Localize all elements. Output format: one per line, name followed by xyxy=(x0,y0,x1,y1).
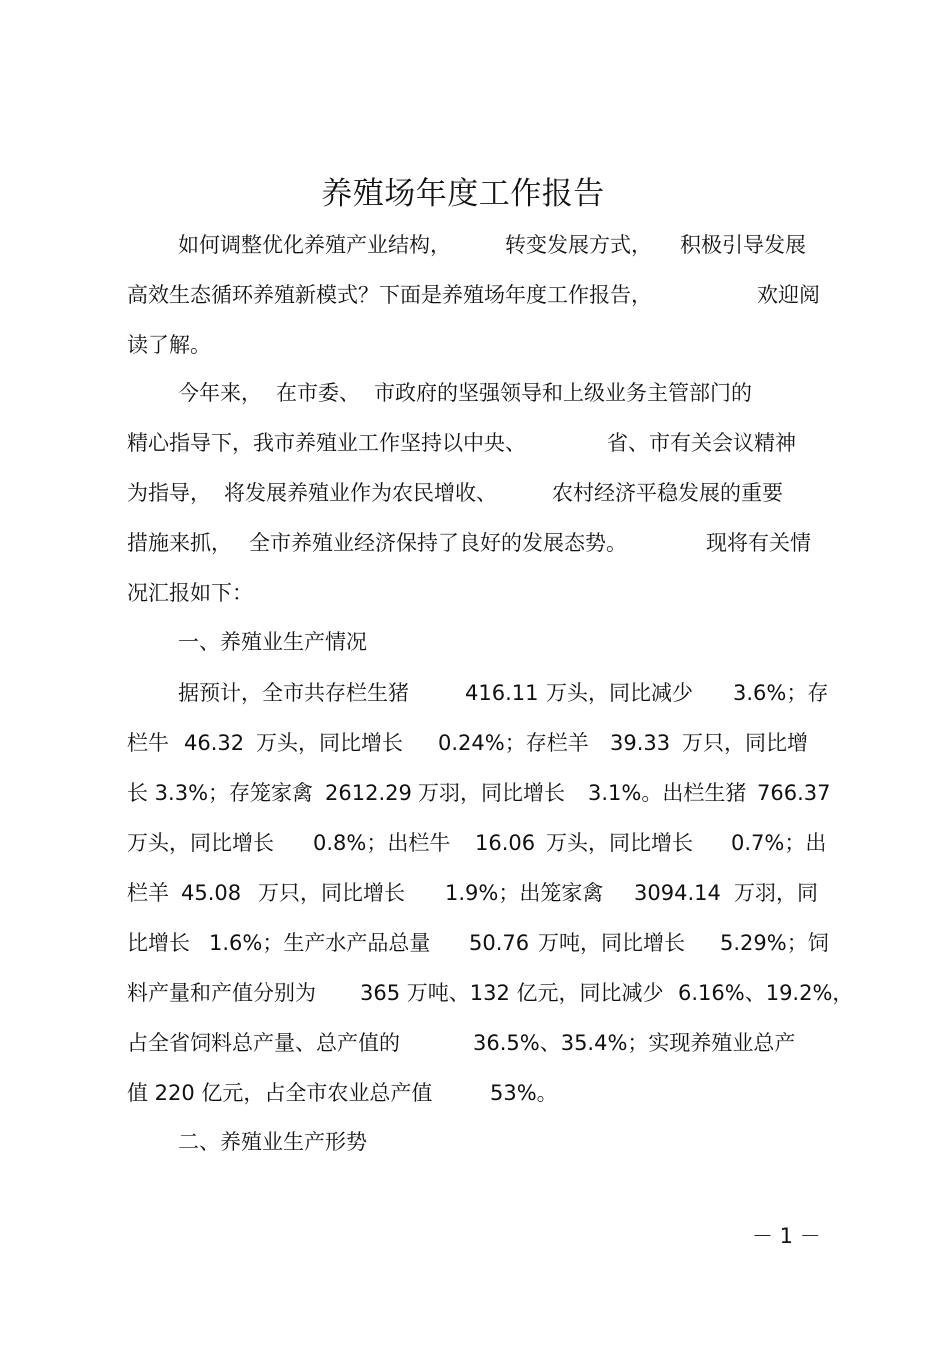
text-segment: 读了解。 xyxy=(127,333,211,357)
text-segment: 栏牛 xyxy=(127,731,169,755)
paragraph-3-line-6 xyxy=(0,925,950,961)
text-segment: 省、市有关会议精神 xyxy=(607,431,796,455)
document-title: 养殖场年度工作报告 xyxy=(321,176,605,212)
text-segment: 全市养殖业经济保持了良好的发展态势。 xyxy=(249,531,627,555)
text-segment: 3094.14 xyxy=(634,881,721,905)
text-segment: 2612.29 xyxy=(325,781,412,805)
text-segment: 万头，同比增长 xyxy=(546,831,693,855)
text-segment: 1.9%；出笼家禽 xyxy=(445,881,604,905)
section-heading-1 xyxy=(0,624,950,660)
text-segment: 积极引导发展 xyxy=(680,233,806,257)
text-segment: 万吨，同比增长 xyxy=(538,931,685,955)
paragraph-2-line-3 xyxy=(0,475,950,511)
text-segment: 3.6%；存 xyxy=(733,681,829,705)
text-segment: 万只，同比增 xyxy=(682,731,808,755)
text-segment: 将发展养殖业作为农民增收、 xyxy=(224,481,497,505)
text-segment: 39.33 xyxy=(610,731,671,755)
text-segment: 45.08 xyxy=(181,881,242,905)
heading-text: 一、养殖业生产情况 xyxy=(178,630,367,654)
text-segment: 6.16%、19.2%， xyxy=(678,981,854,1005)
paragraph-3-line-3 xyxy=(0,775,950,811)
text-segment: 如何调整优化养殖产业结构， xyxy=(178,233,451,257)
text-segment: 16.06 xyxy=(475,831,536,855)
paragraph-3-line-7 xyxy=(0,975,950,1011)
text-segment: 料产量和产值分别为 xyxy=(127,981,316,1005)
text-segment: 精心指导下，我市养殖业工作坚持以中央、 xyxy=(127,431,526,455)
text-segment: 万羽，同 xyxy=(734,881,818,905)
text-segment: 值 220 亿元，占全市农业总产值 xyxy=(127,1081,433,1105)
text-segment: 措施来抓， xyxy=(127,531,232,555)
paragraph-2-line-1 xyxy=(0,375,950,411)
paragraph-1-line-2 xyxy=(0,277,950,313)
text-segment: 766.37 xyxy=(757,781,831,805)
text-segment: 万只，同比增长 xyxy=(258,881,405,905)
paragraph-3-line-2 xyxy=(0,725,950,761)
text-segment: 53%。 xyxy=(490,1081,558,1105)
text-segment: 0.24%；存栏羊 xyxy=(438,731,589,755)
text-segment: 416.11 xyxy=(465,681,539,705)
paragraph-1-line-1 xyxy=(0,227,950,263)
paragraph-3-line-5 xyxy=(0,875,950,911)
paragraph-1-line-3 xyxy=(0,327,950,363)
paragraph-2-line-4 xyxy=(0,525,950,561)
text-segment: 46.32 xyxy=(184,731,245,755)
text-segment: 为指导， xyxy=(127,481,211,505)
text-segment: 欢迎阅 xyxy=(757,283,820,307)
text-segment: 36.5%、35.4%；实现养殖业总产 xyxy=(473,1031,796,1055)
text-segment: 万羽，同比增长 xyxy=(418,781,565,805)
text-segment: 长 3.3%；存笼家禽 xyxy=(127,781,314,805)
text-segment: 高效生态循环养殖新模式？下面是养殖场年度工作报告， xyxy=(127,283,652,307)
text-segment: 万头，同比增长 xyxy=(256,731,403,755)
text-segment: 占全省饲料总产量、总产值的 xyxy=(127,1031,400,1055)
text-segment: 今年来， xyxy=(178,381,262,405)
text-segment: 5.29%；饲 xyxy=(720,931,829,955)
text-segment: 0.8%；出栏牛 xyxy=(313,831,451,855)
section-heading-2 xyxy=(0,1124,950,1160)
text-segment: 据预计，全市共存栏生猪 xyxy=(178,681,409,705)
paragraph-2-line-5 xyxy=(0,575,950,611)
text-segment: 现将有关情 xyxy=(706,531,811,555)
text-segment: 农村经济平稳发展的重要 xyxy=(552,481,783,505)
paragraph-3-line-9 xyxy=(0,1075,950,1111)
paragraph-3-line-4 xyxy=(0,825,950,861)
text-segment: 转变发展方式， xyxy=(505,233,652,257)
text-segment: 1.6%；生产水产品总量 xyxy=(209,931,431,955)
text-segment: 50.76 xyxy=(469,931,530,955)
text-segment: 3.1%。出栏生猪 xyxy=(588,781,747,805)
text-segment: 万头，同比增长 xyxy=(127,831,274,855)
paragraph-2-line-2 xyxy=(0,425,950,461)
text-segment: 况汇报如下： xyxy=(127,581,253,605)
paragraph-3-line-8 xyxy=(0,1025,950,1061)
text-segment: 栏羊 xyxy=(127,881,169,905)
text-segment: 比增长 xyxy=(127,931,190,955)
heading-text: 二、养殖业生产形势 xyxy=(178,1130,367,1154)
paragraph-3-line-1 xyxy=(0,675,950,711)
text-segment: 市政府的坚强领导和上级业务主管部门的 xyxy=(374,381,752,405)
text-segment: 在市委、 xyxy=(276,381,360,405)
text-segment: 万头，同比减少 xyxy=(546,681,693,705)
text-segment: 365 万吨、132 亿元，同比减少 xyxy=(360,981,664,1005)
text-segment: 0.7%；出 xyxy=(731,831,827,855)
page-number: － 1 － xyxy=(752,1224,821,1248)
